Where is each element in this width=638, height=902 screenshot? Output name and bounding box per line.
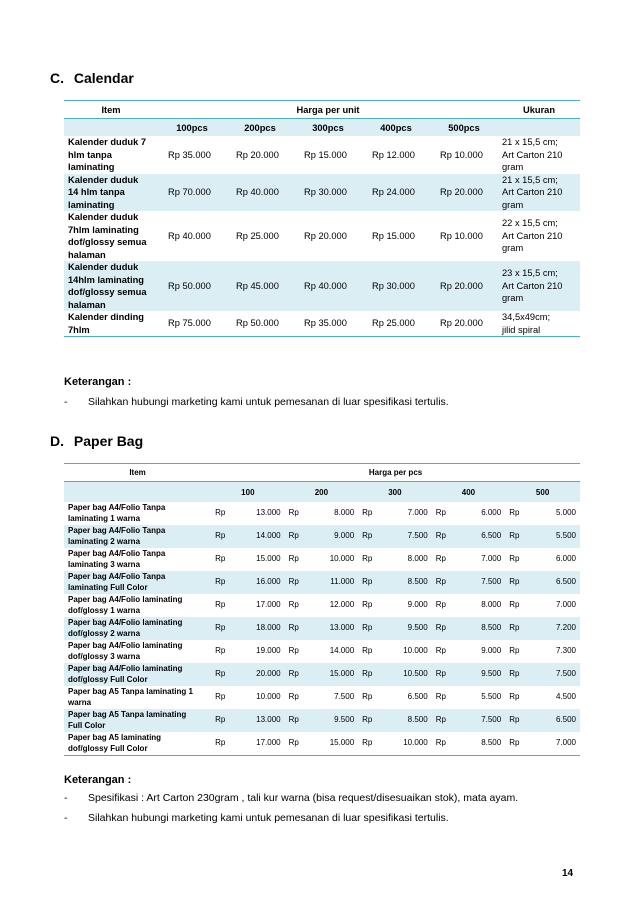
price-cell: 5.500 [529,525,580,548]
price-cell: Rp 50.000 [158,261,226,311]
cell-line: gram [502,199,524,210]
price-cell: 6.500 [529,571,580,594]
currency-cell: Rp [215,600,226,610]
header-spacer [64,482,211,503]
price-cell: 8.000 [407,554,428,564]
price-cell: 8.000 [334,508,355,518]
page-number: 14 [562,868,574,879]
cell-line: Kalender dinding [68,312,144,322]
header-qty: 500 [505,482,580,503]
price-cell: 13.000 [309,617,358,640]
price-cell: 16.000 [235,571,284,594]
header-qty: 200 [285,482,359,503]
cell-line: Kalender duduk [68,174,139,185]
item-cell [64,261,158,311]
cell-line: Paper bag A4/Folio Tanpa [68,572,166,581]
currency-cell: Rp [215,508,226,518]
currency-cell: Rp [505,732,529,756]
item-cell [64,548,211,571]
table-row [64,594,580,617]
cell-line: dof/glossy 1 warna [68,605,141,615]
item-cell [64,525,211,548]
cell-line: 21 x 15,5 cm; [502,137,558,147]
header-qty: 400 [432,482,506,503]
currency-cell: Rp [358,525,382,548]
currency-cell: Rp [211,525,235,548]
cell-line: 22 x 15,5 cm; [502,218,558,229]
section-title: Calendar [73,70,134,86]
currency-cell: Rp [211,617,235,640]
currency-cell: Rp [362,646,373,656]
cell-line: Art Carton 210 [502,280,563,291]
cell-line: hlm tanpa [68,149,112,160]
item-cell [64,663,211,686]
price-cell: 9.000 [407,600,428,610]
paperbag-note [64,812,449,824]
cell-line: Art Carton 210 [502,187,563,197]
cell-line: dof/glossy Full Color [68,674,148,684]
paperbag-price-table [64,463,580,756]
price-cell: 8.000 [481,600,502,610]
price-cell: 7.500 [529,663,580,686]
cell-line: Art Carton 210 [502,230,563,241]
currency-cell: Rp [362,692,373,702]
currency-cell: Rp [362,508,373,518]
price-cell: 10.000 [256,692,281,702]
price-cell: Rp 12.000 [372,149,415,160]
price-cell: Rp 40.000 [294,261,362,311]
cell-line: Art Carton 210 [502,149,563,160]
price-cell: Rp 30.000 [294,174,362,212]
currency-cell: Rp [285,732,309,756]
table-row [64,211,580,261]
bullet-dash: - [64,396,68,408]
cell-line: Paper bag A5 Tanpa laminating 1 [68,687,193,696]
size-cell [498,174,580,212]
cell-line: 21 x 15,5 cm; [502,174,558,185]
cell-line: 23 x 15,5 cm; [502,268,558,279]
size-cell [498,261,580,311]
item-cell [64,136,158,174]
price-cell: 19.000 [256,646,281,656]
bullet-dash: - [64,792,68,804]
price-cell: Rp 30.000 [362,261,430,311]
quantity-header-row [64,482,580,503]
price-cell: 7.000 [407,508,428,518]
section-c-heading [50,70,134,86]
price-cell: 9.500 [456,663,505,686]
price-cell: 6.500 [456,525,505,548]
cell-line: Paper bag A4/Folio Tanpa [68,526,166,535]
currency-cell: Rp [432,663,456,686]
item-cell [64,686,211,709]
currency-cell: Rp [509,692,520,702]
currency-cell: Rp [432,709,456,732]
price-cell: Rp 40.000 [226,174,294,212]
header-qty: 500pcs [430,119,498,137]
currency-cell: Rp [211,709,235,732]
price-cell: 10.000 [403,646,428,656]
calendar-notes-title: Keterangan : [64,376,132,388]
currency-cell: Rp [288,554,299,564]
note-text: Spesifikasi : Art Carton 230gram , tali kur warna (bisa request/disesuaikan stok), mata ayam. [88,792,519,804]
price-cell: Rp 15.000 [304,149,347,160]
price-cell: 9.500 [382,617,431,640]
section-title: Paper Bag [73,433,144,449]
paperbag-notes-title: Keterangan : [64,774,132,786]
note-text: Silahkan hubungi marketing kami untuk pemesanan di luar spesifikasi tertulis. [88,396,449,408]
table-row [64,571,580,594]
cell-line: dof/glossy Full Color [68,743,148,753]
price-cell: 7.300 [555,646,576,656]
cell-line: Paper bag A4/Folio Tanpa [68,549,166,558]
item-cell [64,174,158,212]
table-row [64,136,580,174]
table-row [64,261,580,311]
section-letter: C. [50,70,64,86]
price-cell: Rp 50.000 [226,311,294,337]
currency-cell: Rp [358,709,382,732]
currency-cell: Rp [358,732,382,756]
item-cell [64,709,211,732]
cell-line: dof/glossy 2 warna [68,628,141,638]
item-cell [64,211,158,261]
cell-line: Kalender duduk [68,262,139,272]
price-cell: 7.000 [555,600,576,610]
price-cell: 4.500 [555,692,576,702]
cell-line: gram [502,162,524,172]
currency-cell: Rp [285,709,309,732]
price-cell: Rp 25.000 [362,311,430,337]
price-cell: Rp 20.000 [430,174,498,212]
cell-line: 7hlm laminating [68,224,139,235]
header-price: Harga per pcs [211,464,580,482]
section-d-heading [50,433,143,449]
header-item: Item [64,464,211,482]
currency-cell: Rp [432,571,456,594]
price-cell: 14.000 [235,525,284,548]
currency-cell: Rp [435,508,446,518]
cell-line: laminating Full Color [68,582,148,592]
item-cell [64,311,158,337]
cell-line: 7hlm [68,324,90,335]
table-row [64,617,580,640]
currency-cell: Rp [435,554,446,564]
cell-line: gram [502,293,524,304]
price-cell: 10.500 [382,663,431,686]
currency-cell: Rp [509,646,520,656]
currency-cell: Rp [435,692,446,702]
header-qty: 300pcs [294,119,362,137]
cell-line: 14 hlm tanpa [68,187,125,197]
currency-cell: Rp [509,554,520,564]
price-cell: 11.000 [309,571,358,594]
item-cell [64,594,211,617]
table-row [64,174,580,212]
header-qty: 100pcs [158,119,226,137]
currency-cell: Rp [288,600,299,610]
price-cell: 6.500 [407,692,428,702]
cell-line: Kalender duduk 7 [68,137,147,147]
price-cell: Rp 75.000 [158,311,226,337]
paperbag-note [64,792,518,804]
table-row [64,663,580,686]
table-row [64,548,580,571]
price-cell: 8.500 [456,617,505,640]
cell-line: warna [68,697,92,707]
table-row [64,502,580,525]
calendar-note [64,396,449,408]
size-cell [498,211,580,261]
currency-cell: Rp [435,646,446,656]
price-cell: 13.000 [256,508,281,518]
price-cell: 7.500 [382,525,431,548]
currency-cell: Rp [288,508,299,518]
header-spacer [64,119,158,137]
table-row [64,640,580,663]
currency-cell: Rp [215,646,226,656]
header-spacer [498,119,580,137]
currency-cell: Rp [211,571,235,594]
price-cell: Rp 24.000 [362,174,430,212]
header-qty: 100 [211,482,285,503]
size-cell [498,311,580,337]
price-cell: 8.500 [456,732,505,756]
item-cell [64,502,211,525]
currency-cell: Rp [211,663,235,686]
currency-cell: Rp [505,571,529,594]
price-cell: Rp 10.000 [440,230,483,241]
price-cell: Rp 10.000 [440,149,483,160]
currency-cell: Rp [215,692,226,702]
cell-line: laminating [68,199,115,210]
price-cell: 12.000 [329,600,355,610]
price-cell: Rp 45.000 [226,261,294,311]
price-cell: 6.000 [555,554,576,564]
table-header-row [64,464,580,482]
bullet-dash: - [64,812,68,824]
price-cell: 7.000 [481,554,502,564]
cell-line: 14hlm laminating [68,274,144,285]
price-cell: 5.500 [481,692,502,702]
price-cell: 17.000 [256,600,281,610]
cell-line: laminating 1 warna [68,513,141,523]
cell-line: gram [502,243,524,254]
currency-cell: Rp [432,732,456,756]
header-qty: 400pcs [362,119,430,137]
currency-cell: Rp [285,663,309,686]
currency-cell: Rp [285,571,309,594]
price-cell: Rp 40.000 [168,230,211,241]
currency-cell: Rp [505,617,529,640]
price-cell: 13.000 [235,709,284,732]
table-row [64,709,580,732]
price-cell: 15.000 [309,732,358,756]
cell-line: dof/glossy 3 warna [68,651,141,661]
price-cell: 7.500 [456,571,505,594]
currency-cell: Rp [505,663,529,686]
currency-cell: Rp [285,525,309,548]
currency-cell: Rp [505,709,529,732]
cell-line: Kalender duduk [68,212,139,222]
price-cell: 9.000 [309,525,358,548]
quantity-header-row [64,119,580,137]
price-cell: 9.500 [309,709,358,732]
cell-line: laminating 2 warna [68,536,141,546]
currency-cell: Rp [362,554,373,564]
price-cell: 7.500 [334,692,355,702]
table-row [64,732,580,756]
cell-line: halaman [68,299,106,310]
price-cell: 10.000 [329,554,355,564]
currency-cell: Rp [211,732,235,756]
price-cell: Rp 20.000 [430,311,498,337]
currency-cell: Rp [432,617,456,640]
price-cell: Rp 20.000 [236,149,279,160]
price-cell: 15.000 [309,663,358,686]
currency-cell: Rp [215,554,226,564]
currency-cell: Rp [285,617,309,640]
cell-line: dof/glossy semua [68,237,147,247]
currency-cell: Rp [288,692,299,702]
section-letter: D. [50,433,64,449]
price-cell: 20.000 [235,663,284,686]
item-cell [64,640,211,663]
price-cell: Rp 20.000 [304,230,347,241]
item-cell [64,571,211,594]
price-cell: 8.500 [382,571,431,594]
price-cell: 9.000 [481,646,502,656]
currency-cell: Rp [358,571,382,594]
header-size: Ukuran [498,101,580,119]
cell-line: dof/glossy semua [68,287,147,297]
price-cell: 15.000 [256,554,281,564]
currency-cell: Rp [432,525,456,548]
table-header-row [64,101,580,119]
header-price: Harga per unit [158,101,498,119]
currency-cell: Rp [435,600,446,610]
currency-cell: Rp [509,600,520,610]
cell-line: Paper bag A4/Folio Tanpa [68,503,166,512]
price-cell: 6.000 [481,508,502,518]
currency-cell: Rp [362,600,373,610]
price-cell: Rp 25.000 [236,230,279,241]
cell-line: Paper bag A4/Folio laminating [68,664,183,673]
cell-line: Paper bag A4/Folio laminating [68,595,183,604]
cell-line: Full Color [68,720,106,730]
price-cell: 7.500 [456,709,505,732]
cell-line: 34,5x49cm; [502,312,551,322]
price-cell: 10.000 [382,732,431,756]
table-row [64,686,580,709]
currency-cell: Rp [358,617,382,640]
price-cell: 18.000 [235,617,284,640]
currency-cell: Rp [358,663,382,686]
price-cell: 6.500 [529,709,580,732]
item-cell [64,732,211,756]
price-cell: 17.000 [235,732,284,756]
price-cell: Rp 70.000 [158,174,226,212]
cell-line: Paper bag A4/Folio laminating [68,618,183,627]
table-row [64,311,580,337]
price-cell: 5.000 [555,508,576,518]
size-cell [498,136,580,174]
price-cell: Rp 15.000 [372,230,415,241]
header-qty: 200pcs [226,119,294,137]
price-cell: 7.200 [529,617,580,640]
cell-line: Paper bag A4/Folio laminating [68,641,183,650]
cell-line: Paper bag A5 laminating [68,733,162,742]
cell-line: halaman [68,249,106,260]
price-cell: 14.000 [329,646,355,656]
currency-cell: Rp [509,508,520,518]
currency-cell: Rp [288,646,299,656]
table-row [64,525,580,548]
cell-line: jilid spiral [502,324,541,335]
price-cell: Rp 35.000 [168,149,211,160]
calendar-price-table [64,100,580,337]
cell-line: Paper bag A5 Tanpa laminating [68,710,187,719]
header-qty: 300 [358,482,432,503]
price-cell: 8.500 [382,709,431,732]
cell-line: laminating [68,162,115,172]
cell-line: laminating 3 warna [68,559,141,569]
price-cell: 7.000 [529,732,580,756]
price-cell: Rp 35.000 [294,311,362,337]
item-cell [64,617,211,640]
note-text: Silahkan hubungi marketing kami untuk pemesanan di luar spesifikasi tertulis. [88,812,449,824]
currency-cell: Rp [505,525,529,548]
price-cell: Rp 20.000 [430,261,498,311]
header-item: Item [64,101,158,119]
